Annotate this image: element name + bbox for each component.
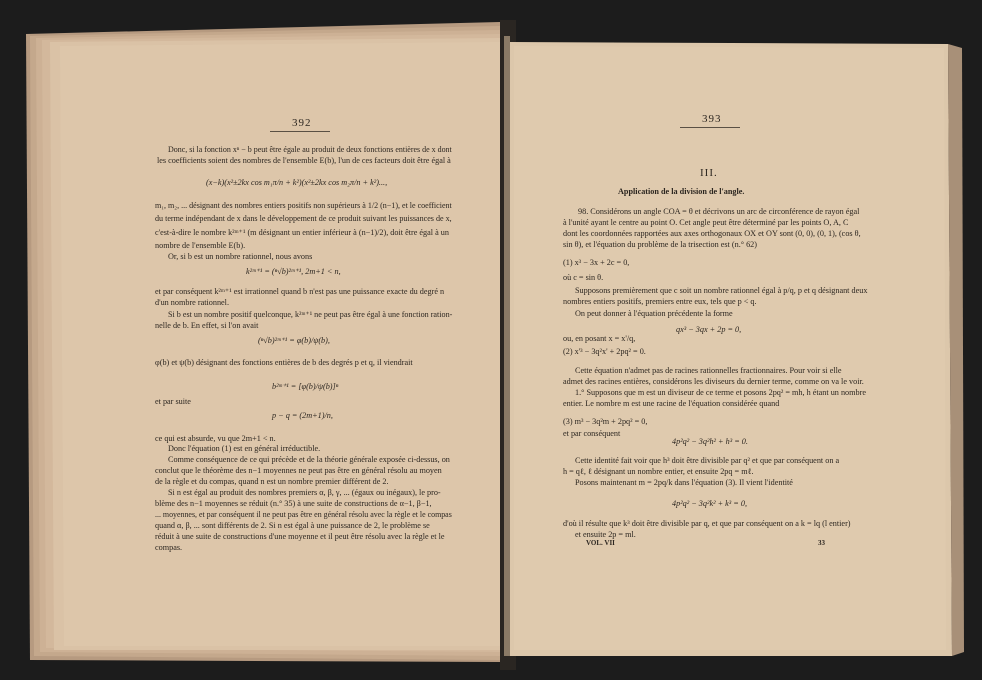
section-title: Application de la division de l'angle. — [618, 187, 745, 196]
text-line: où c = sin θ. — [563, 273, 604, 282]
page-number-left: 392 — [292, 117, 312, 129]
text-line: compas. — [155, 543, 183, 552]
text-line: φ(b) et ψ(b) désignant des fonctions entières de b des degrés p et q, il viendrait — [155, 358, 413, 367]
text-line: On peut donner à l'équation précédente la forme — [575, 309, 733, 318]
text-line: d'où il résulte que k³ doit être divisible par q, et que par conséquent on a k = lq (l entier) — [563, 519, 851, 528]
text-line: Posons maintenant m = 2pq/k dans l'équation (3). Il vient l'identité — [575, 478, 793, 487]
page-number-right: 393 — [702, 113, 722, 125]
text-line: à l'unité ayant le centre au point O. Cet angle peut être déterminé par les points O, A, C — [563, 218, 849, 227]
text-line: et par conséquent k²ᵐ⁺¹ est irrationnel quand b n'est pas une puissance exacte du degré n — [155, 287, 445, 296]
text-line: Comme conséquence de ce qui précède et de la théorie générale exposée ci-dessus, on — [168, 455, 450, 464]
equation: qx³ − 3qx + 2p = 0, — [676, 325, 742, 334]
equation: (x−k)(x²±2kx cos m₁π/n + k²)(x²±2kx cos m₂π/n + k²)..., — [206, 178, 388, 187]
text-line: (1) x³ − 3x + 2c = 0, — [563, 258, 630, 267]
text-line: ... moyennes, et par conséquent il ne peut pas être en général résolu avec la règle et le compas — [155, 510, 452, 519]
text-line: Si b est un nombre positif quelconque, k²ᵐ⁺¹ ne peut pas être égal à une fonction ration- — [168, 310, 453, 319]
equation: b²ᵐ⁺¹ = [φ(b)/ψ(b)]ⁿ — [272, 382, 339, 391]
text-line: nombres entiers positifs, premiers entre eux, tels que p < q. — [563, 297, 757, 306]
text-line: c'est-à-dire le nombre k²ᵐ⁺¹ (m désignant un entier inférieur à (n−1)/2), doit être égal à un — [155, 228, 449, 237]
equation: (ⁿ√b)²ᵐ⁺¹ = φ(b)/ψ(b), — [258, 336, 330, 345]
text-line: (3) m³ − 3q²m + 2pq² = 0, — [563, 417, 648, 426]
text-line: et par suite — [155, 397, 191, 406]
text-line: sin θ), et l'équation du problème de la trisection est (n.° 62) — [563, 240, 757, 249]
text-line: nombre de l'ensemble E(b). — [155, 241, 246, 250]
text-line: d'un nombre rationnel. — [155, 298, 230, 307]
equation: 4p²q² − 3q²k² + k³ = 0, — [672, 499, 748, 508]
text-line: m₁, m₂, ... désignant des nombres entiers positifs non supérieurs à 1/2 (n−1), et le coefficient — [155, 201, 452, 210]
equation: p − q = (2m+1)/n, — [272, 411, 333, 420]
text-line: 1.° Supposons que m est un diviseur de ce terme et posons 2pq² = mh, h étant un nombre — [575, 388, 866, 397]
text-line: de la règle et du compas, quand n est un nombre premier différent de 2. — [155, 477, 389, 486]
text-line: et ensuite 2p = ml. — [575, 530, 636, 539]
equation: 4p²q² − 3q²h² + h³ = 0. — [672, 437, 748, 446]
text-line: admet des racines entières, considérons les diviseurs du dernier terme, comme on va le voir. — [563, 377, 864, 386]
text-line: et par conséquent — [563, 429, 621, 438]
text-line: entier. Le nombre m est une racine de l'équation considérée quand — [563, 399, 780, 408]
text-line: Cette équation n'admet pas de racines rationnelles fractionnaires. Pour voir si elle — [575, 366, 842, 375]
text-line: réduit à une suite de constructions d'une moyenne et il peut être résolu avec la règle et le — [155, 532, 445, 541]
text-line: conclut que le théorème des n−1 moyennes ne peut pas être en général résolu au moyen — [155, 466, 442, 475]
text-line: quand α, β, ... sont différents de 2. Si n est égal à une puissance de 2, le problème se — [155, 521, 430, 530]
text-line: nelle de b. En effet, si l'on avait — [155, 321, 259, 330]
text-line: ou, en posant x = x'/q, — [563, 334, 636, 343]
footer-signature: 33 — [818, 539, 825, 547]
text-line: (2) x'³ − 3q²x' + 2pq² = 0. — [563, 347, 646, 356]
text-line: Donc l'équation (1) est en général irréductible. — [168, 444, 321, 453]
equation: k²ᵐ⁺¹ = (ⁿ√b)²ᵐ⁺¹, 2m+1 < n, — [246, 267, 341, 276]
text-line: dont les coordonnées rapportées aux axes orthogonaux OX et OY sont (0, 0), (0, 1), (cos θ, — [563, 229, 861, 238]
text-line: Or, si b est un nombre rationnel, nous avons — [168, 252, 313, 261]
text-line: du terme indépendant de x dans le développement de ce produit suivant les puissances de x, — [155, 214, 452, 223]
text-line: Supposons premièrement que c soit un nombre rationnel égal à p/q, p et q désignant deux — [575, 286, 868, 295]
text-line: blème des n−1 moyennes se réduit (n.° 35) à une suite de constructions de α−1, β−1, — [155, 499, 432, 508]
text-line: Cette identité fait voir que h³ doit être divisible par q² et que par conséquent on a — [575, 456, 840, 465]
footer-volume: VOL. VII — [586, 539, 615, 547]
text-line: 98. Considérons un angle COA = θ et décrivons un arc de circonférence de rayon égal — [578, 207, 860, 216]
text-line: Donc, si la fonction xⁿ − b peut être égale au produit de deux fonctions entières de x dont — [168, 145, 452, 154]
section-number: III. — [700, 167, 718, 179]
text-line: h = qℓ, ℓ désignant un nombre entier, et ensuite 2pq = mℓ. — [563, 467, 754, 476]
text-line: Si n est égal au produit des nombres premiers α, β, γ, ... (égaux ou inégaux), le pro- — [168, 488, 441, 497]
text-line: les coefficients soient des nombres de l'ensemble E(b), l'un de ces facteurs doit être égal à — [157, 156, 451, 165]
text-line: ce qui est absurde, vu que 2m+1 < n. — [155, 434, 276, 443]
